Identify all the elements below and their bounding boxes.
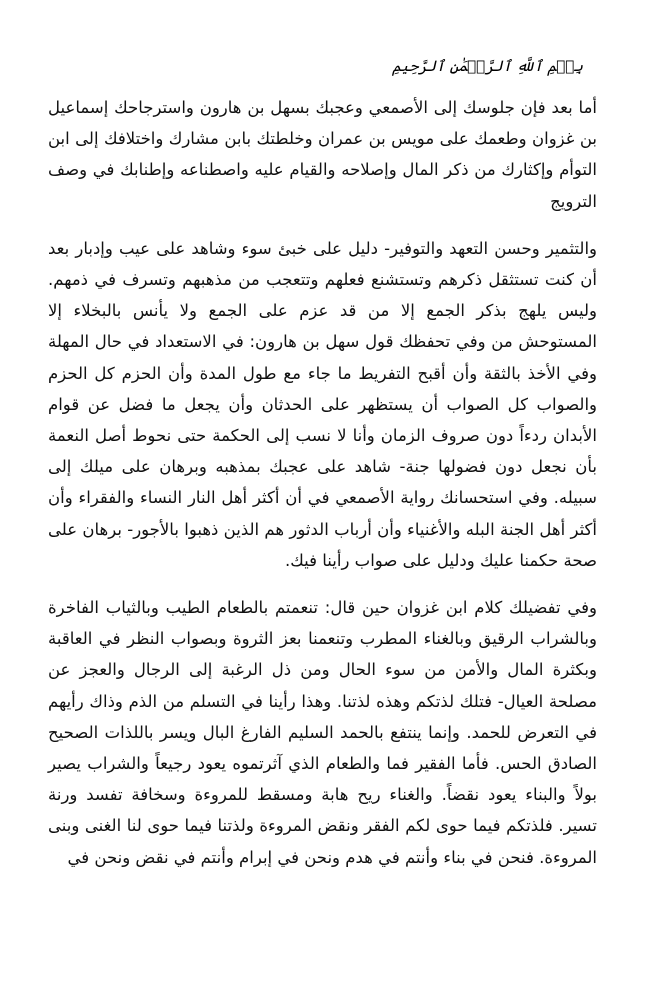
paragraph-3: وفي تفضيلك كلام ابن غزوان حين قال: تنعمتم بالطعام الطيب وبالثياب الفاخرة وبالشراب الرقيق وبالغناء المطرب وتنعمنا بعز الثروة وبصواب النظر في العاقبة وبكثرة المال والأمن من سوء الحال ومن ذل الرغبة إلى الرجال والعجز عن مصلحة العيال- فتلك لذتكم وهذه لذتنا. وهذا رأينا في التسلم من الذم وذاك رأيهم في التعرض للحمد. وإنما ينتفع بالحمد السليم الفارغ البال ويسر باللذات الصحيح الصادق الحس. فأما الفقير فما والطعام الذي آثرتموه يعود رجيعاً والشراب يصير بولاً والبناء يعود نقضاً. والغناء ريح هابة ومسقط للمروءة وسخافة تفسد ورنة تسير. فلذتكم فيما حوى لكم الفقر ونقض المروءة ولذتنا فيما حوى لنا الغنى وبنى المروءة. فنحن في بناء وأنتم في هدم ونحن في إبرام وأنتم في نقض ونحن في [48,598,597,867]
paragraph-1: أما بعد فإن جلوسك إلى الأصمعي وعجبك بسهل بن هارون واسترجاحك إسماعيل بن غزوان وطعمك على مويس بن عمران وخلطتك بابن مشارك واختلافك إلى ابن التوأم وإكثارك من ذكر المال وإصلاحه والقيام عليه واصطناعه وإطنابك في وصف الترويج [48,98,597,211]
basmala-heading: بِسۡمِ ٱللَّهِ ٱلرَّحۡمَٰنِ ٱلرَّحِيمِ [392,57,583,75]
paragraph-2: والتثمير وحسن التعهد والتوفير- دليل على خبئ سوء وشاهد على عيب وإدبار بعد أن كنت تستثقل ذكرهم وتستشنع فعلهم وتتعجب من مذهبهم وتسرف في ذمهم. وليس يلهج بذكر الجمع إلا من قد عزم على الجمع ولا يأنس بالبخلاء إلا المستوحش من وفي تحفظك قول سهل بن هارون: في الاستعداد في حال المهلة وفي الأخذ بالثقة وأن أقبح التفريط ما جاء مع طول المدة وأن الحزم كل الحزم والصواب كل الصواب أن يستظهر على الحدثان وأن يجعل ما فضل عن قوام الأبدان ردءاً دون صروف الزمان وأنا لا نسب إلى الحكمة حتى نحوط أصل النعمة بأن نجعل دون فضولها جنة- شاهد على عجبك بمذهبه وبرهان على ميلك إلى سبيله. وفي استحسانك رواية الأصمعي في أن أكثر أهل النار النساء والفقراء وأن أكثر أهل الجنة البله والأغنياء وأن أرباب الدثور هم الذين ذهبوا بالأجور- برهان على صحة حكمنا عليك ودليل على صواب رأينا فيك. [48,238,597,570]
